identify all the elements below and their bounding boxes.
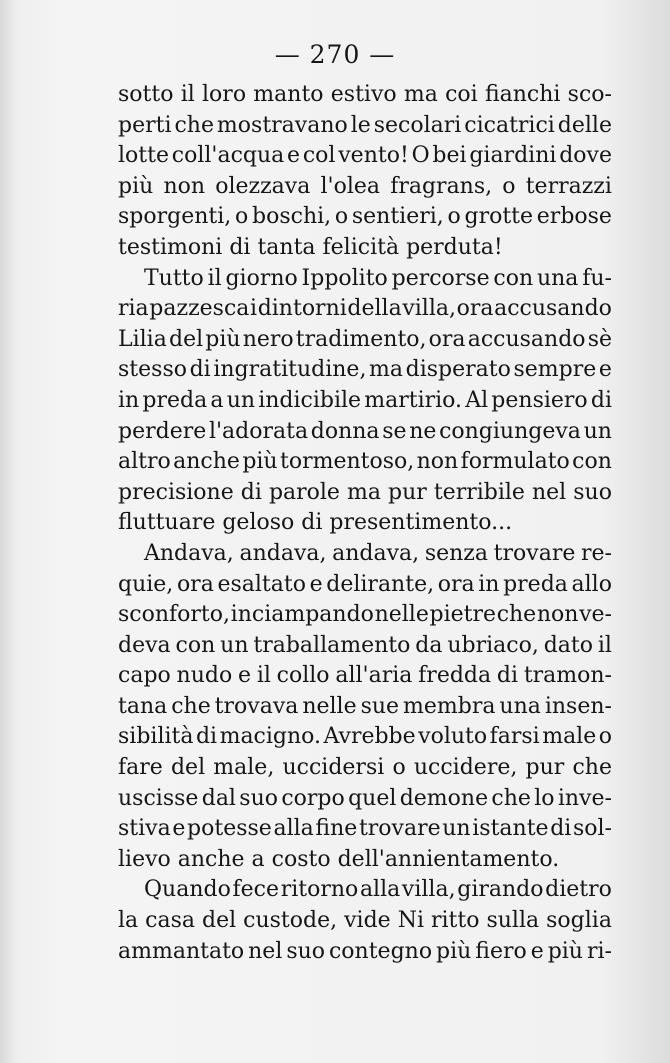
text-line: stiva e potesse alla fine trovare un istante di sol-	[118, 816, 612, 842]
text-line: capo nudo e il collo all'aria fredda di tramon-	[118, 663, 612, 689]
text-line: deva con un traballamento da ubriaco, dato il	[118, 632, 612, 658]
body-text	[118, 80, 612, 967]
paragraph	[118, 539, 612, 876]
text-line: sconforto, inciampando nelle pietre che non ve-	[118, 602, 612, 628]
text-line: fluttuare geloso di presentimento...	[118, 510, 513, 536]
text-line: sotto il loro manto estivo ma coi fianchi sco-	[118, 82, 612, 107]
text-line: Tutto il giorno Ippolito percorse con una fu-	[144, 265, 612, 291]
paragraph	[118, 875, 612, 967]
text-line: la casa del custode, vide Ni ritto sulla soglia	[118, 908, 612, 934]
text-line: precisione di parole ma pur terribile nel suo	[118, 479, 612, 505]
text-line: perdere l'adorata donna se ne congiungeva un	[118, 418, 612, 444]
text-line: più non olezzava l'olea fragrans, o terrazzi	[118, 173, 612, 199]
text-line: in preda a un indicibile martirio. Al pensiero di	[118, 387, 612, 413]
text-line: lievo anche a costo dell'annientamento.	[118, 846, 560, 872]
text-line: Lilia del più nero tradimento, ora accusando sè	[118, 326, 612, 352]
paragraph	[118, 80, 612, 264]
page-number: — 270 —	[274, 40, 396, 69]
text-line: sibilità di macigno. Avrebbe voluto farsi male o	[118, 724, 612, 750]
text-line: ria pazzesca i dintorni della villa, ora accusando	[118, 296, 612, 322]
text-line: ammantato nel suo contegno più fiero e più ri-	[118, 938, 612, 964]
text-line: Andava, andava, andava, senza trovare re-	[144, 540, 612, 566]
text-line: tana che trovava nelle sue membra una insen-	[118, 693, 612, 719]
text-line: perti che mostravano le secolari cicatrici delle	[118, 112, 612, 138]
text-line: quie, ora esaltato e delirante, ora in preda allo	[118, 571, 612, 597]
text-line: lotte coll'acqua e col vento! O bei giardini dove	[118, 143, 612, 169]
text-line: stesso di ingratitudine, ma disperato sempre e	[118, 357, 612, 383]
paragraph	[118, 264, 612, 539]
text-line: sporgenti, o boschi, o sentieri, o grotte erbose	[118, 204, 612, 230]
text-line: testimoni di tanta felicità perduta!	[118, 234, 503, 260]
text-line: uscisse dal suo corpo quel demone che lo inve-	[118, 785, 612, 811]
text-line: altro anche più tormentoso, non formulato con	[118, 449, 612, 475]
text-line: fare del male, uccidersi o uccidere, pur che	[118, 755, 612, 781]
text-line: Quando fece ritorno alla villa, girando dietro	[144, 877, 612, 903]
